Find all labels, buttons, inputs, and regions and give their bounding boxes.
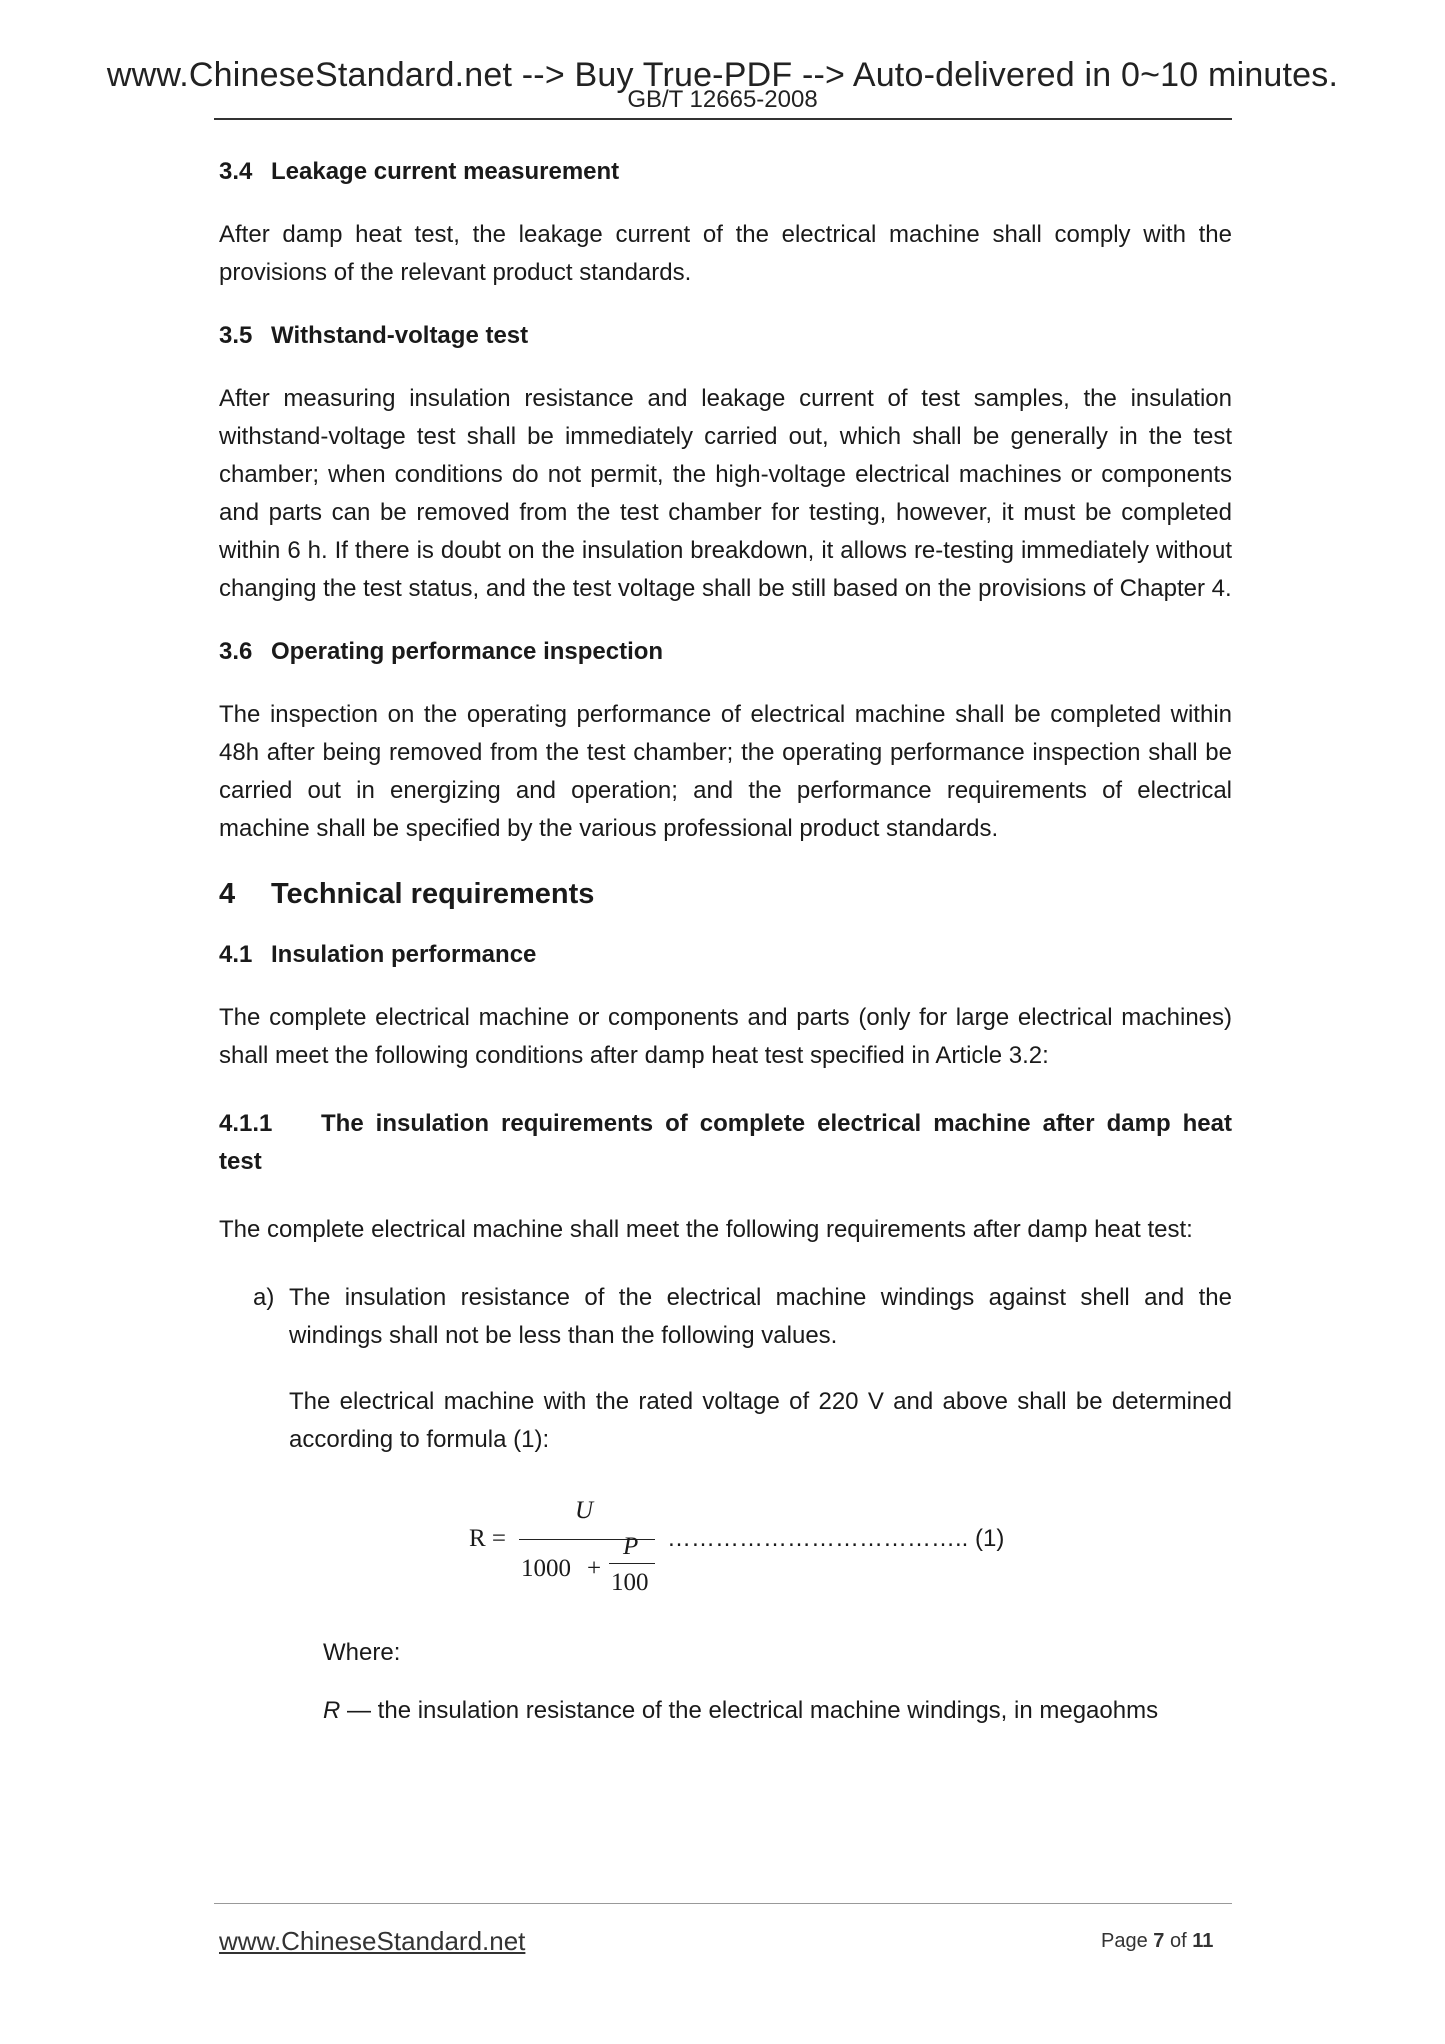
- footer-site-link[interactable]: www.ChineseStandard.net: [219, 1926, 526, 1956]
- page-content: [219, 158, 1232, 1725]
- formula-numerator: U: [575, 1497, 594, 1524]
- formula-number-leader: ……………………………….. (1): [667, 1525, 1005, 1552]
- section-number: 4.1.1: [219, 1110, 273, 1137]
- section-title: Insulation performance: [271, 941, 537, 968]
- formula-denominator-constant: 1000: [521, 1555, 571, 1582]
- formula-lhs: R =: [469, 1525, 507, 1552]
- variable-symbol: R: [323, 1697, 341, 1724]
- of-label: of: [1164, 1930, 1193, 1952]
- page-label: Page: [1101, 1930, 1154, 1952]
- section-3-4-heading: [219, 158, 1232, 186]
- section-3-5-heading: [219, 322, 1232, 350]
- formula-inner-fraction-bar: [609, 1563, 655, 1564]
- section-4-1-1-paragraph: The complete electrical machine shall meet the following requirements after damp heat test:: [219, 1216, 1193, 1243]
- list-item-a: [253, 1279, 1232, 1355]
- chapter-number: 4: [219, 878, 236, 910]
- variable-description: — the insulation resistance of the electrical machine windings, in megaohms: [340, 1697, 1159, 1724]
- document-id: GB/T 12665-2008: [627, 86, 818, 113]
- formula-plus: +: [587, 1555, 602, 1582]
- list-item-a-subparagraph: The electrical machine with the rated voltage of 220 V and above shall be determined according to formula (1):: [289, 1388, 1232, 1453]
- footer-rule: [214, 1903, 1232, 1904]
- section-4-1-heading: [219, 941, 1232, 969]
- section-title: Operating performance inspection: [271, 638, 664, 665]
- formula-inner-numerator: P: [623, 1533, 639, 1560]
- chapter-4-heading: [219, 878, 1232, 911]
- section-number: 3.5: [219, 322, 253, 349]
- formula-inner-denominator: 100: [611, 1569, 649, 1596]
- list-item-text: The insulation resistance of the electrical machine windings against shell and the windings shall not be less than the following values.: [289, 1284, 1232, 1349]
- section-title: Leakage current measurement: [271, 158, 620, 185]
- total-pages: 11: [1192, 1930, 1214, 1952]
- page-indicator: [1101, 1930, 1213, 1953]
- where-label: Where:: [323, 1639, 401, 1666]
- section-3-5-paragraph: After measuring insulation resistance and leakage current of test samples, the insulation withstand-voltage test shall be immediately carried out, which shall be generally in the test chamber; when conditions do not permit, the high-voltage electrical machines or components and parts can be removed from the test chamber for testing, however, it must be completed within 6 h. If there is doubt on the insulation breakdown, it allows re-testing immediately without changing the test status, and the test voltage shall be still based on the provisions of Chapter 4.: [219, 385, 1232, 602]
- chapter-title: Technical requirements: [271, 878, 595, 910]
- header-rule: [214, 118, 1232, 120]
- section-3-6-paragraph: The inspection on the operating performance of electrical machine shall be completed within 48h after being removed from the test chamber; the operating performance inspection shall be carried out in energizing and operation; and the performance requirements of electrical machine shall be specified by the various professional product standards.: [219, 701, 1232, 842]
- section-3-6-heading: [219, 638, 1232, 666]
- list-marker: a): [253, 1284, 275, 1311]
- formula-1: [219, 1489, 1232, 1599]
- section-title: Withstand-voltage test: [271, 322, 529, 349]
- section-number: 3.6: [219, 638, 253, 665]
- section-number: 4.1: [219, 941, 253, 968]
- section-number: 3.4: [219, 158, 253, 185]
- promo-banner: www.ChineseStandard.net --> Buy True-PDF --> Auto-delivered in 0~10 minutes.: [106, 56, 1339, 94]
- current-page: 7: [1153, 1930, 1165, 1952]
- section-4-1-1-heading: [219, 1105, 1232, 1181]
- variable-definition: [323, 1697, 1232, 1725]
- section-4-1-paragraph: The complete electrical machine or components and parts (only for large electrical machines) shall meet the following conditions after damp heat test specified in Article 3.2:: [219, 1004, 1232, 1069]
- section-title: The insulation requirements of complete electrical machine after damp heat test: [219, 1110, 1232, 1175]
- section-3-4-paragraph: After damp heat test, the leakage current of the electrical machine shall comply with the provisions of the relevant product standards.: [219, 221, 1232, 286]
